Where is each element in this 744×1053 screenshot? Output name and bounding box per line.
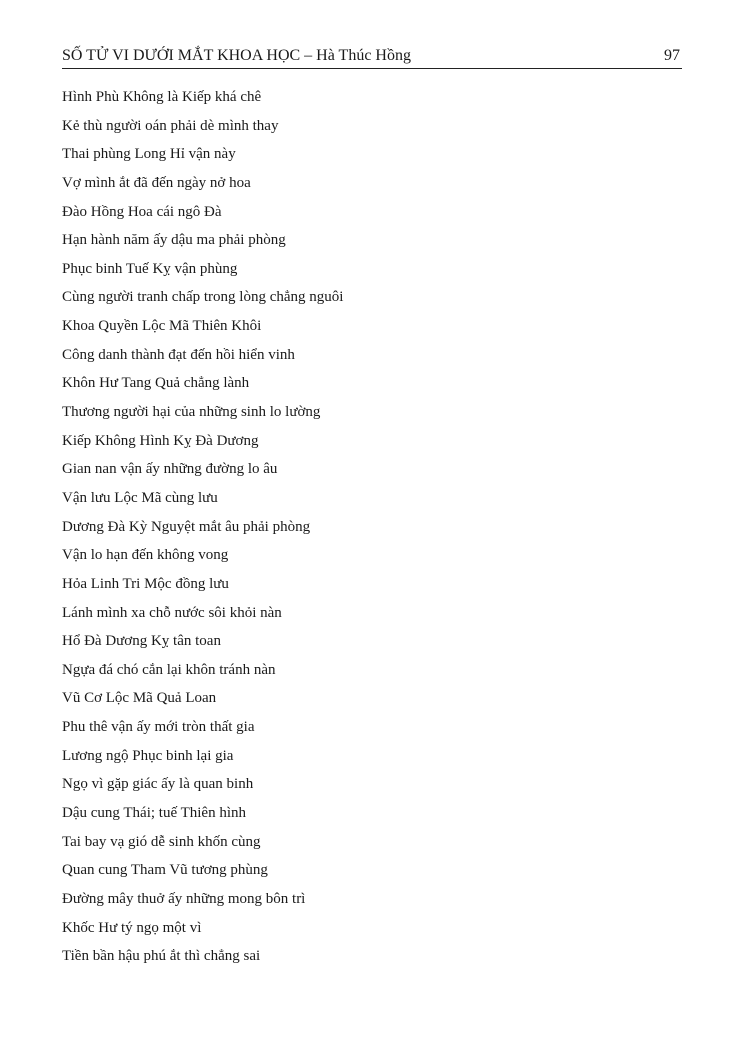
- running-title: SỐ TỬ VI DƯỚI MẮT KHOA HỌC – Hà Thúc Hồng: [62, 47, 411, 64]
- verse-line: Thai phùng Long Hỉ vận này: [62, 146, 236, 163]
- verse-line: Dậu cung Thái; tuế Thiên hình: [62, 805, 246, 822]
- verse-line: Tai bay vạ gió dễ sinh khốn cùng: [62, 833, 261, 850]
- verse-line: Công danh thành đạt đến hồi hiển vinh: [62, 346, 295, 363]
- verse-line: Hổ Đà Dương Kỵ tân toan: [62, 633, 221, 650]
- verse-line: Lánh mình xa chỗ nước sôi khỏi nàn: [62, 604, 282, 621]
- verse-line: Lương ngộ Phục binh lại gia: [62, 747, 234, 764]
- verse-line: Vận lo hạn đến không vong: [62, 547, 229, 564]
- verse-line: Quan cung Tham Vũ tương phùng: [62, 862, 268, 879]
- verse-line: Hỏa Linh Tri Mộc đồng lưu: [62, 575, 229, 592]
- verse-line: Ngựa đá chó cắn lại khôn tránh nàn: [62, 661, 276, 678]
- verse-line: Gian nan vận ấy những đường lo âu: [62, 461, 278, 478]
- verse-line: Khoa Quyền Lộc Mã Thiên Khôi: [62, 318, 262, 335]
- verse-line: Cùng người tranh chấp trong lòng chẳng nguôi: [62, 289, 344, 306]
- verse-line: Thương người hại của những sinh lo lường: [62, 404, 321, 421]
- page-number: 97: [664, 47, 680, 64]
- verse-line: Phục binh Tuế Kỵ vận phùng: [62, 260, 238, 277]
- verse-line: Khôn Hư Tang Quả chẳng lành: [62, 375, 250, 392]
- verse-line: Vận lưu Lộc Mã cùng lưu: [62, 489, 218, 506]
- verse-line: Đào Hồng Hoa cái ngô Đà: [62, 203, 222, 220]
- verse-line: Khốc Hư tý ngọ một vì: [62, 919, 202, 936]
- page-header: [62, 44, 682, 69]
- verse-line: Vũ Cơ Lộc Mã Quả Loan: [62, 690, 217, 707]
- verse-line: Kiếp Không Hình Kỵ Đà Dương: [62, 432, 259, 449]
- verse-line: Tiền bần hậu phú ắt thì chẳng sai: [62, 948, 261, 965]
- verse-line: Kẻ thù người oán phải dè mình thay: [62, 117, 279, 134]
- verse-line: Phu thê vận ấy mới tròn thất gia: [62, 719, 255, 736]
- verse-line: Ngọ vì gặp giác ấy là quan binh: [62, 776, 254, 793]
- verse-line: Đường mây thuở ấy những mong bôn trì: [62, 890, 306, 907]
- verse-line: Hạn hành năm ấy dậu ma phải phòng: [62, 232, 286, 249]
- verse-line: Dương Đà Kỳ Nguyệt mắt âu phải phòng: [62, 518, 311, 535]
- verse-line: Vợ mình ắt đã đến ngày nở hoa: [62, 174, 251, 191]
- verse-body: [62, 83, 682, 971]
- verse-line: Hình Phù Không là Kiếp khá chê: [62, 89, 262, 105]
